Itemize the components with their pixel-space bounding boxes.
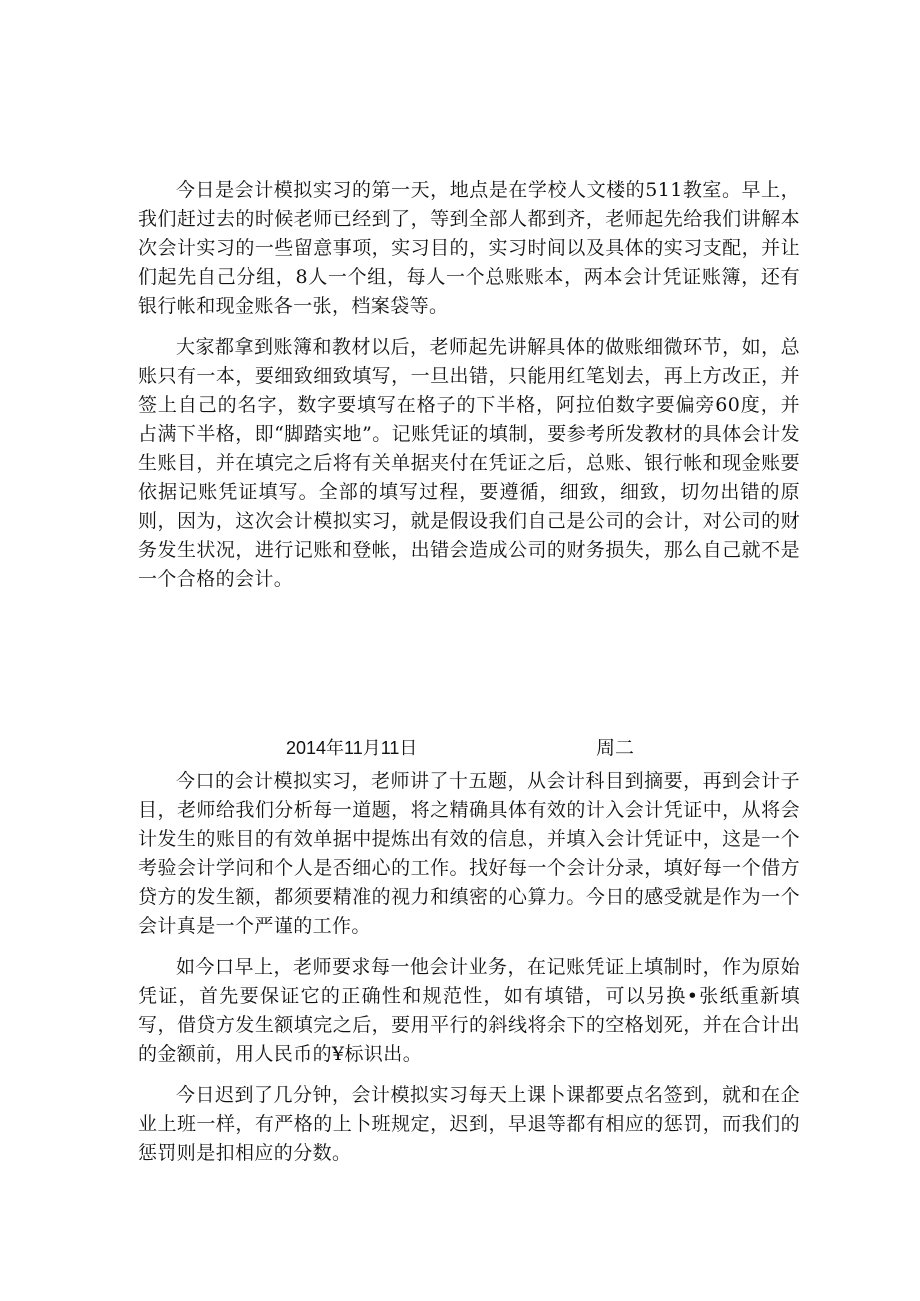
paragraph: 今日是会计模拟实习的第一天，地点是在学校人文楼的511教室。早上，我们赶过去的时候老师已经到了，等到全部人都到齐，老师起先给我们讲解本次会计实习的一些留意事项，实习目的，实习时间以及具体的实习支配，并让们起先自己分组，8人一个组，每人一个总账账本，两本会计凭证账簿，还有银行帐和现金账各一张，档案袋等。 [138,179,800,317]
entry-date: 2014年11月11日 [286,738,418,758]
entry-date-row [138,733,800,763]
journal-entry-dated [138,733,800,1180]
paragraph: 大家都拿到账簿和教材以后，老师起先讲解具体的做账细微环节，如，总账只有一本，要细致细致填写，一旦出错，只能用红笔划去，再上方改正，并签上自己的名字，数字要填写在格子的下半格，阿拉伯数字要偏旁60度，并占满下半格，即“脚踏实地”。记账凭证的填制，要参考所发教材的具体会计发生账目，并在填完之后将有关单据夹付在凭证之后，总账、银行帐和现金账要依据记账凭证填写。全部的填写过程，要遵循，细致，细致，切勿出错的原则，因为，这次会计模拟实习，就是假设我们自己是公司的会计，对公司的财务发生状况，进行记账和登帐，出错会造成公司的财务损失，那么自己就不是一个合格的会计。 [138,336,800,590]
paragraph: 如今口早上，老师要求每一他会计业务，在记账凭证上填制时，作为原始凭证，首先要保证它的正确性和规范性，如有填错，可以另换•张纸重新填写，借贷方发生额填完之后，要用平行的斜线将余下的空格划死，并在合计出的金额前，用人民币的¥标识出。 [138,956,800,1065]
paragraph: 今口的会计模拟实习，老师讲了十五题，从会计科目到摘要，再到会计子目，老师给我们分析每一道题，将之精确具体有效的计入会计凭证中，从将会计发生的账目的有效单据中提炼出有效的信息，并填入会计凭证中，这是一个考验会计学问和个人是否细心的工作。找好每一个会计分录，填好每一个借方贷方的发生额，都须要精准的视力和缜密的心算力。今日的感受就是作为一个会计真是一个严谨的工作。 [138,770,800,937]
entry-weekday: 周二 [596,737,635,759]
paragraph: 今日迟到了几分钟，会计模拟实习每天上课卜课都要点名签到，就和在企业上班一样，有严格的上卜班规定，迟到，早退等都有相应的惩罚，而我们的惩罚则是扣相应的分数。 [138,1084,800,1164]
journal-entry-day-one [138,176,800,606]
